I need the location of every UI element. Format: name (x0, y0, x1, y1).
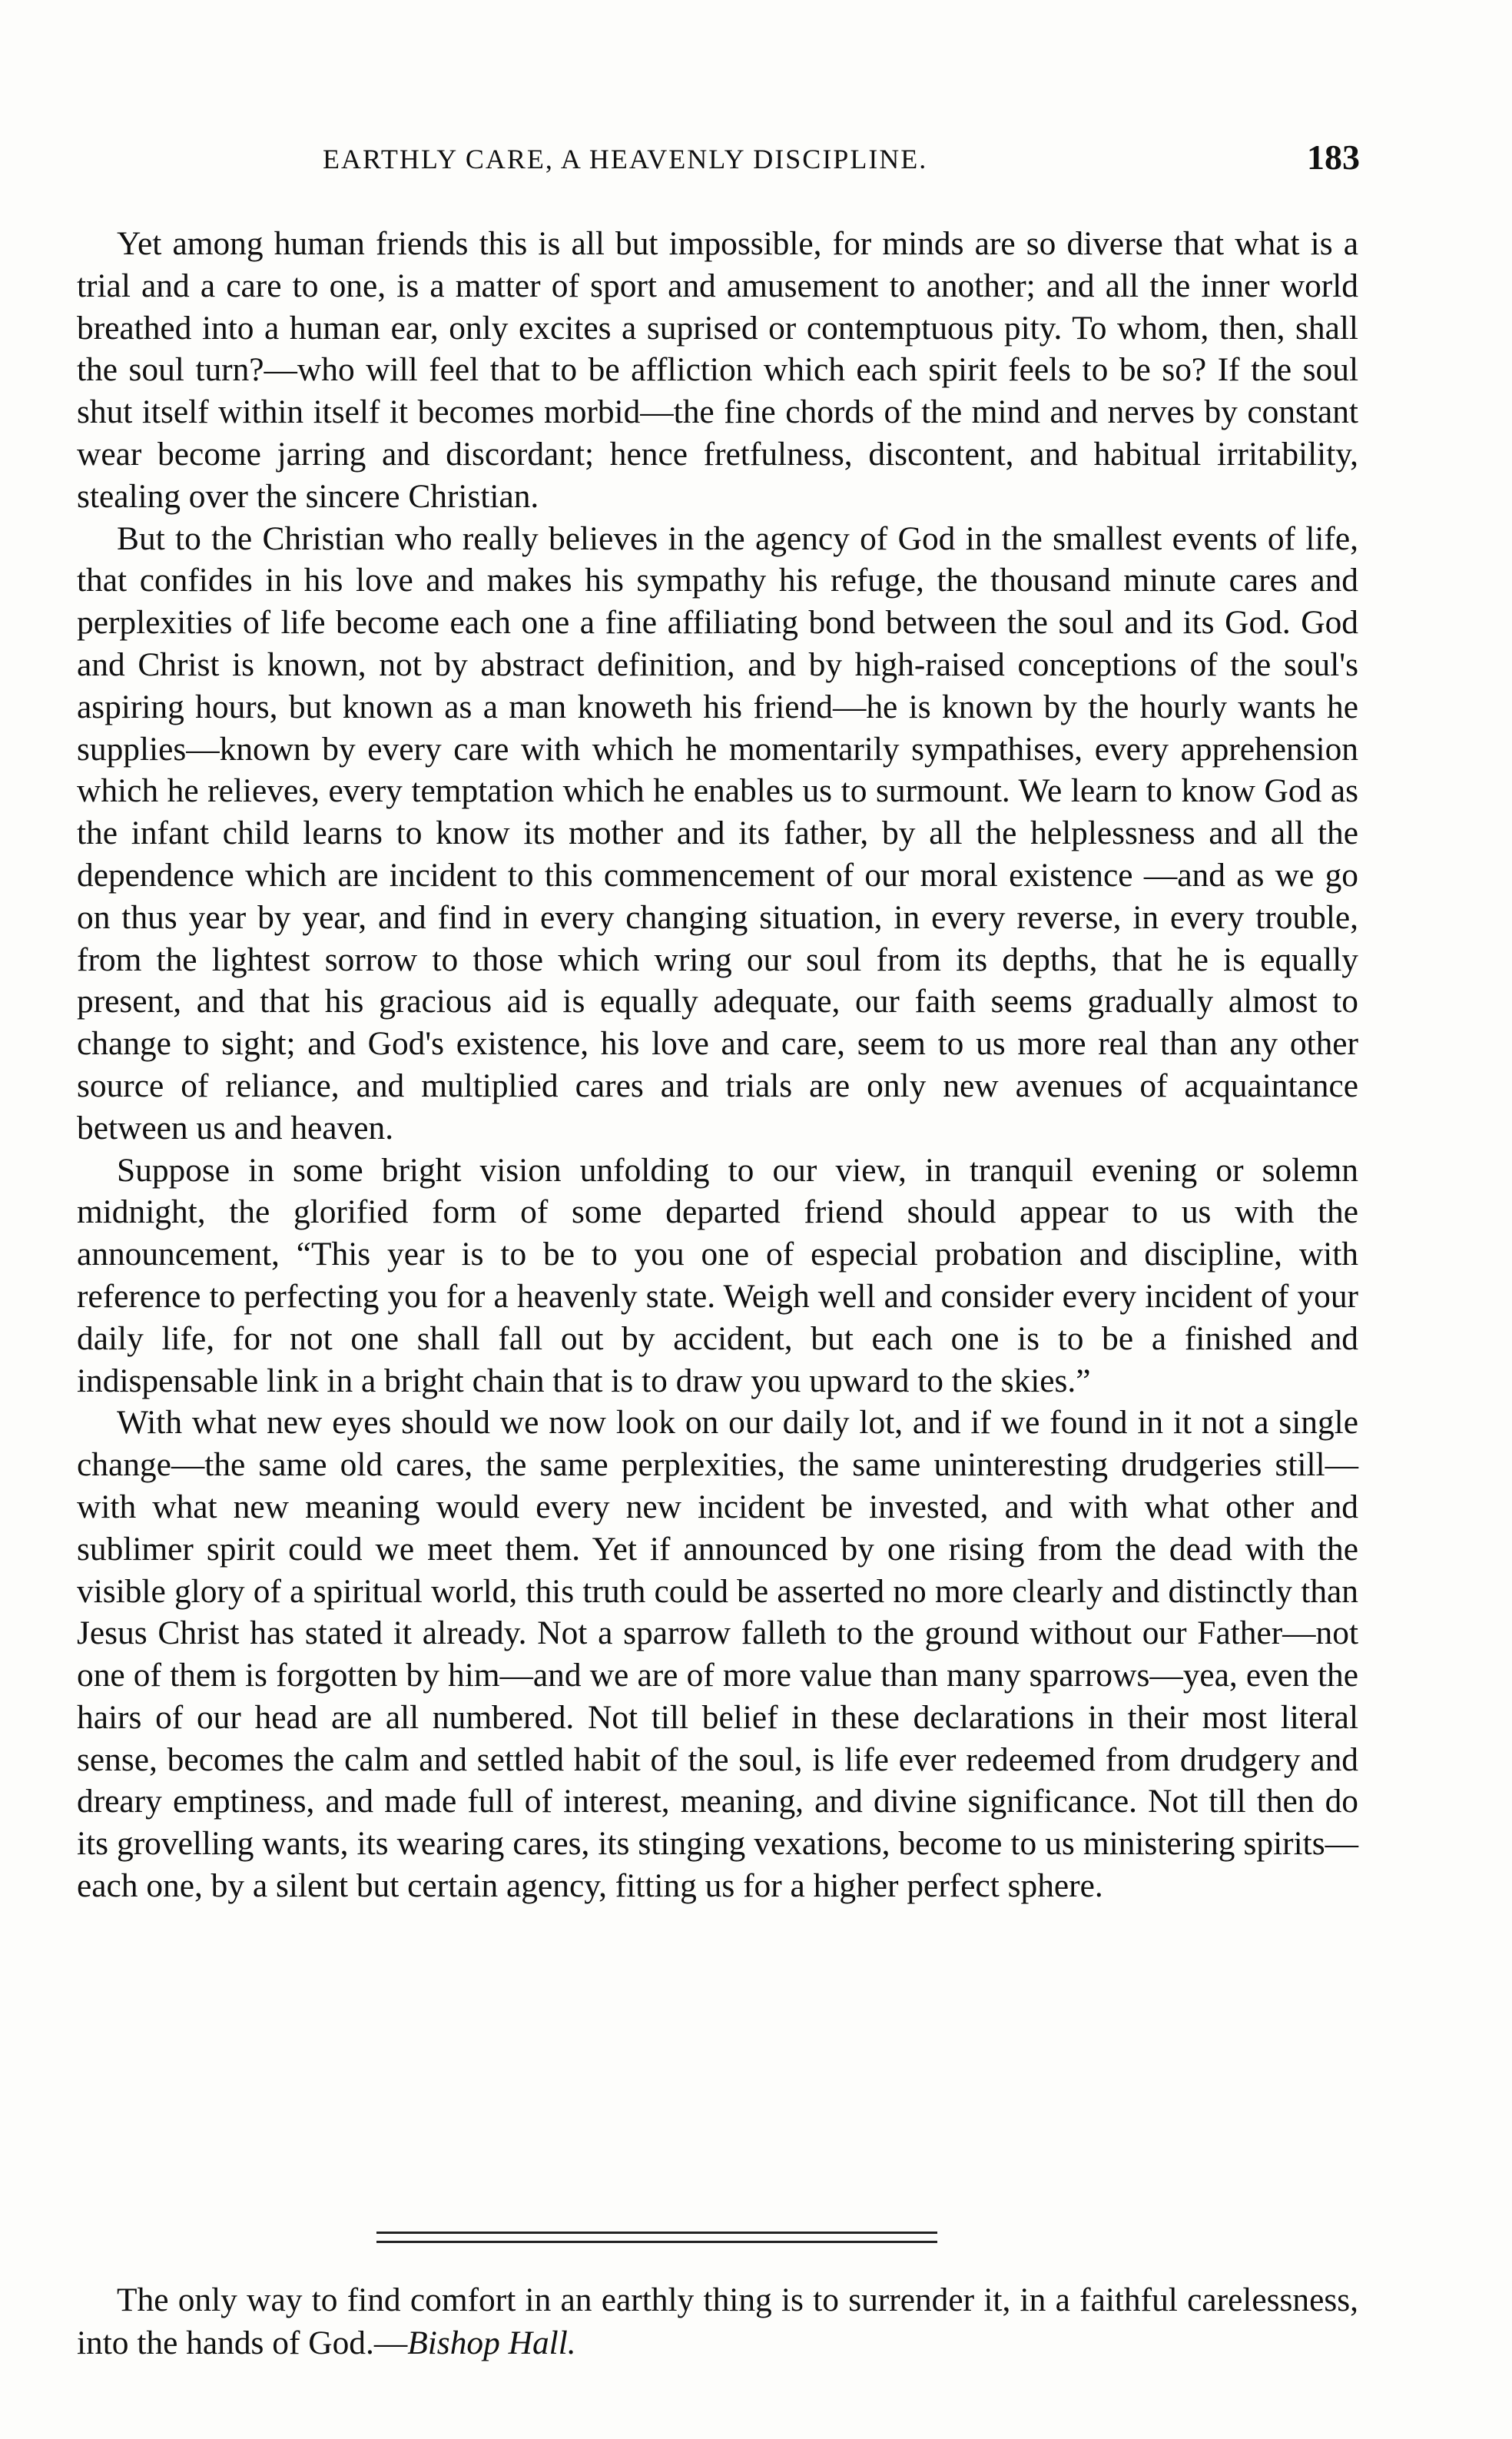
section-divider (376, 2232, 937, 2250)
paragraph-2: But to the Christian who really believes in the agency of God in the smallest events of life, that confides in his love and makes his sympathy his refuge, the thousand minute cares and perplexities of life become each one a fine affiliating bond between the soul and its God. God and Christ is known, not by abstract definition, and by high-raised conceptions of the soul's aspiring hours, but known as a man knoweth his friend—he is known by the hourly wants he supplies—known by every care with which he momentarily sympathises, every apprehension which he relieves, every temptation which he enables us to surmount. We learn to know God as the infant child learns to know its mother and its father, by all the helplessness and all the dependence which are incident to this commencement of our moral existence —and as we go on thus year by year, and find in every changing situation, in every reverse, in every trouble, from the lightest sorrow to those which wring our soul from its depths, that he is equally present, and that his gracious aid is equally adequate, our faith seems gradually almost to change to sight; and God's existence, his love and care, seem to us more real than any other source of reliance, and multiplied cares and trials are only new avenues of acquaintance between us and heaven. (77, 519, 1358, 1146)
page-number: 183 (1307, 138, 1360, 177)
paragraph-1: Yet among human friends this is all but impossible, for minds are so diverse that what is a trial and a care to one, is a matter of sport and amusement to another; and all the inner world breathed into a human ear, only excites a suprised or contemptuous pity. To whom, then, shall the soul turn?—who will feel that to be affliction which each spirit feels to be so? If the soul shut itself within itself it becomes morbid—the fine chords of the mind and nerves by constant wear become jarring and discordant; hence fretfulness, discontent, and habitual irritability, stealing over the sincere Christian. (77, 225, 1358, 515)
divider-rule-bottom (376, 2241, 937, 2243)
quote-text: The only way to find comfort in an earthly thing is to surrender it, in a faithful carelessness, into the hands of God.— (77, 2281, 1358, 2361)
quote-attribution: Bishop Hall. (407, 2325, 576, 2361)
running-title: EARTHLY CARE, A HEAVENLY DISCIPLINE. (323, 144, 928, 174)
body-text (77, 223, 1358, 1907)
quote-paragraph (77, 2278, 1358, 2364)
running-head (77, 137, 1368, 183)
closing-quote (77, 2278, 1358, 2364)
paragraph-3: Suppose in some bright vision unfolding to our view, in tranquil evening or solemn midnight, the glorified form of some departed friend should appear to us with the announcement, “This year is to be to you one of especial probation and discipline, with reference to perfecting you for a heavenly state. Weigh well and consider every incident of your daily life, for not one shall fall out by accident, but each one is to be a finished and indispensable link in a bright chain that is to draw you upward to the skies.” (77, 1151, 1358, 1399)
paragraph-4: With what new eyes should we now look on our daily lot, and if we found in it not a single change—the same old cares, the same perplexities, the same uninteresting drudgeries still—with what new meaning would every new incident be invested, and with what other and sublimer spirit could we meet them. Yet if announced by one rising from the dead with the visible glory of a spiritual world, this truth could be asserted no more clearly and distinctly than Jesus Christ has stated it already. Not a sparrow falleth to the ground without our Father—not one of them is forgotten by him—and we are of more value than many sparrows—yea, even the hairs of our head are all numbered. Not till belief in these declarations in their most literal sense, becomes the calm and settled habit of the soul, is life ever redeemed from drudgery and dreary emptiness, and made full of interest, meaning, and divine significance. Not till then do its grovelling wants, its wearing cares, its stinging vexations, become to us ministering spirits—each one, by a silent but certain agency, fitting us for a higher perfect sphere. (77, 1404, 1358, 1905)
divider-rule-top (376, 2232, 937, 2234)
